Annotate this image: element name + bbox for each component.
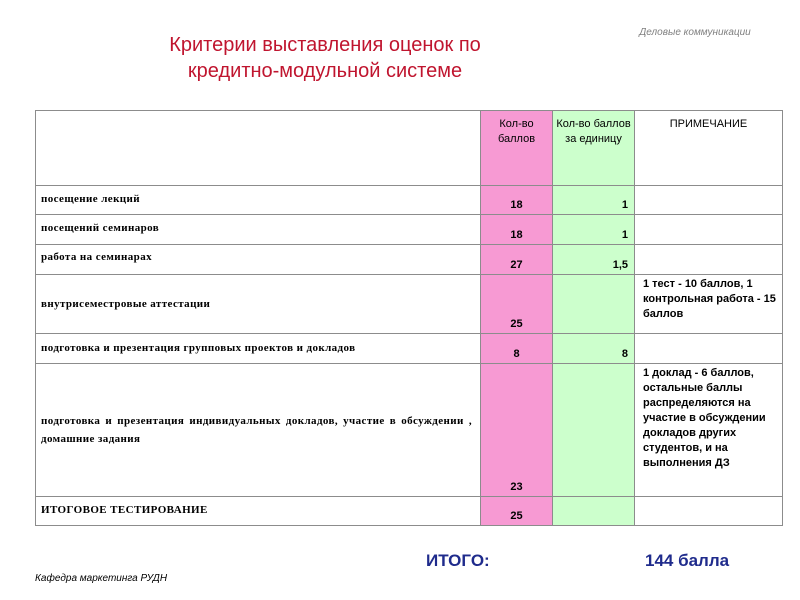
table-row [36,215,783,245]
per-unit-cell: 1,5 [553,245,635,275]
per-unit-cell: 1 [553,215,635,245]
title-line-1: Критерии выставления оценок по [169,34,481,56]
table-row [36,334,783,364]
note-cell: 1 тест - 10 баллов, 1 контрольная работа - 15 баллов [635,275,783,334]
per-unit-cell [553,275,635,334]
header-empty-cell [36,111,481,186]
per-unit-cell [553,364,635,497]
points-cell: 25 [481,275,553,334]
header-note: ПРИМЕЧАНИЕ [635,111,783,186]
header-per-unit: Кол-во баллов за единицу [553,111,635,186]
note-cell [635,334,783,364]
header-points: Кол-во баллов [481,111,553,186]
table-row [36,364,783,497]
points-cell: 18 [481,186,553,215]
per-unit-cell: 8 [553,334,635,364]
points-cell: 25 [481,497,553,526]
points-cell: 18 [481,215,553,245]
total-label: ИТОГО: [426,551,490,570]
criterion-cell: посещение лекций [36,186,481,215]
note-cell [635,245,783,275]
table-row [36,245,783,275]
criterion-cell: подготовка и презентация групповых проектов и докладов [36,334,481,364]
note-cell [635,497,783,526]
points-cell: 27 [481,245,553,275]
criterion-cell: внутрисеместровые аттестации [36,275,481,334]
total-value: 144 балла [645,551,730,570]
points-cell: 23 [481,364,553,497]
criteria-table [35,110,783,526]
table-row [36,497,783,526]
criterion-cell: подготовка и презентация индивидуальных докладов, участие в обсуждении , домашние задания [36,364,481,497]
table-header-row [36,111,783,186]
per-unit-cell: 1 [553,186,635,215]
note-cell [635,186,783,215]
per-unit-cell [553,497,635,526]
criterion-cell: работа на семинарах [36,245,481,275]
criterion-cell: ИТОГОВОЕ ТЕСТИРОВАНИЕ [36,497,481,526]
table-row [36,186,783,215]
note-cell [635,215,783,245]
note-cell: 1 доклад - 6 баллов, остальные баллы распределяются на участие в обсуждении докладов других студентов, и на выполнения ДЗ [635,364,783,497]
points-cell: 8 [481,334,553,364]
header-caption: Деловые коммуникации [639,27,751,38]
page-title [100,32,550,84]
table-row [36,275,783,334]
footer-caption: Кафедра маркетинга РУДН [35,573,168,584]
criterion-cell: посещений семинаров [36,215,481,245]
title-line-2: кредитно-модульной системе [187,60,463,82]
